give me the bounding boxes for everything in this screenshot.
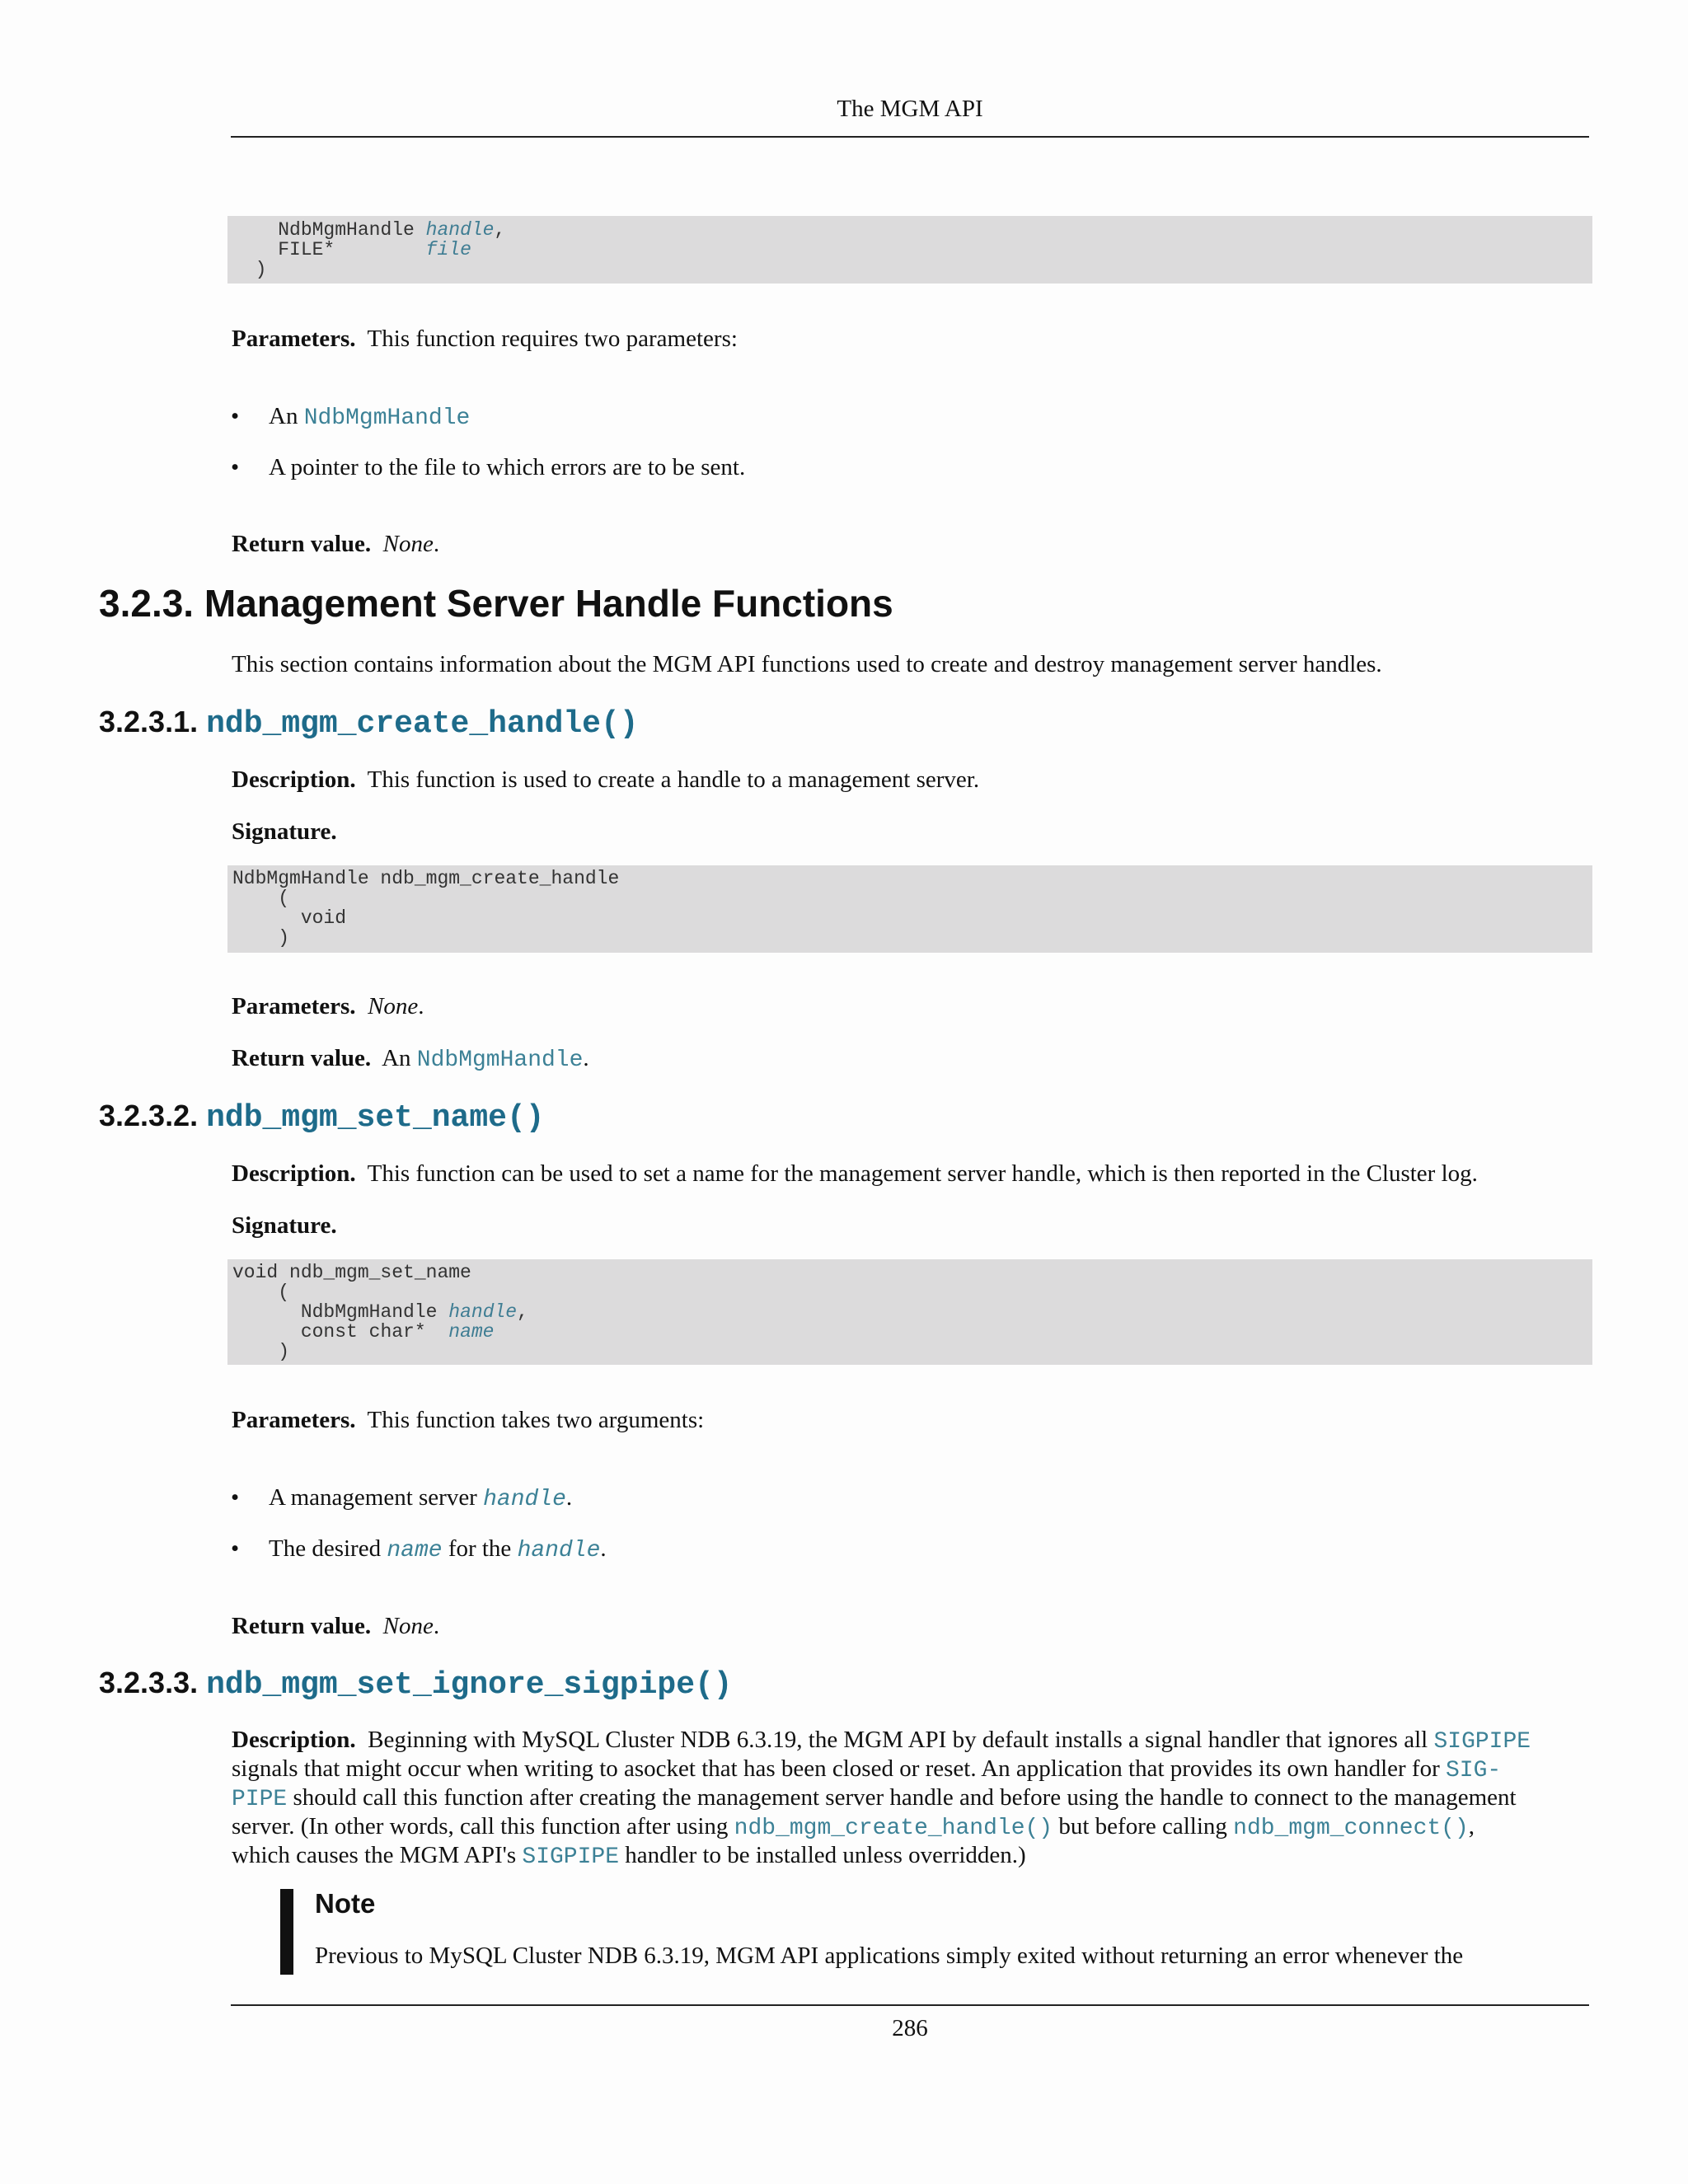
parameters-paragraph xyxy=(232,992,424,1020)
description-text: but before calling xyxy=(1058,1813,1227,1840)
signature-label-text: Signature. xyxy=(232,1212,337,1239)
section-intro: This section contains information about the MGM API functions used to create and destroy management server handles. xyxy=(232,651,1382,677)
description-text: This function can be used to set a name for the management server handle, which is then reported in the Cluster log. xyxy=(367,1160,1478,1187)
code-paren: ) xyxy=(278,927,290,949)
punct: . xyxy=(565,1484,573,1511)
note-text: Previous to MySQL Cluster NDB 6.3.19, MGM API applications simply exited without returning an error whenever the xyxy=(315,1943,1464,1969)
punct: . xyxy=(600,1535,607,1562)
bullet-text: A management server xyxy=(269,1484,477,1511)
code-type: const char* xyxy=(300,1321,426,1343)
return-label: Return value. xyxy=(232,531,372,557)
signature-label-text: Signature. xyxy=(232,818,337,845)
parameters-paragraph xyxy=(232,1406,704,1434)
description-text: Beginning with MySQL Cluster NDB 6.3.19, the MGM API by default installs a signal handler that ignores all xyxy=(368,1727,1428,1753)
bullet-text: A pointer to the file to which errors are to be sent. xyxy=(269,454,746,480)
function-name-link[interactable]: ndb_mgm_create_handle() xyxy=(206,706,639,742)
parameters-value: None xyxy=(368,993,419,1019)
description-label: Description. xyxy=(232,1160,356,1187)
code-line: void ndb_mgm_set_name xyxy=(232,1262,471,1283)
signature-label xyxy=(232,1212,337,1240)
footer-rule xyxy=(231,2004,1589,2006)
code-paren: ) xyxy=(278,1341,290,1362)
bullet-dot: • xyxy=(231,454,240,480)
return-label: Return value. xyxy=(232,1045,372,1071)
return-value: None xyxy=(382,531,434,557)
code-paren: ) xyxy=(255,259,267,280)
code-paren: ( xyxy=(278,888,290,909)
parameters-text: This function requires two parameters: xyxy=(367,326,738,352)
sigpipe-link[interactable]: SIG- xyxy=(1446,1758,1502,1783)
function-name-link[interactable]: ndb_mgm_set_name() xyxy=(206,1100,545,1136)
bullet-dot: • xyxy=(231,403,240,429)
punct: . xyxy=(433,1613,440,1639)
bullet-text: An xyxy=(269,403,298,429)
page-number: 286 xyxy=(892,2015,928,2041)
return-value-paragraph xyxy=(232,530,439,558)
description-paragraph xyxy=(232,1160,1478,1188)
note-bar xyxy=(280,1889,293,1975)
bullet-text: for the xyxy=(448,1535,512,1562)
section-heading-3-2-3-2 xyxy=(99,1097,545,1137)
return-prefix: An xyxy=(382,1045,411,1071)
bullet-dot: • xyxy=(231,1484,240,1511)
section-heading-3-2-3-1 xyxy=(99,703,639,743)
description-paragraph xyxy=(232,1727,1592,1871)
description-paragraph xyxy=(232,766,979,794)
note-title: Note xyxy=(315,1888,376,1919)
ndbmgmhandle-link[interactable]: NdbMgmHandle xyxy=(303,405,471,431)
header-rule xyxy=(231,136,1589,138)
signature-label xyxy=(232,818,337,846)
code-type: NdbMgmHandle xyxy=(300,1301,438,1323)
parameters-paragraph xyxy=(232,325,738,353)
return-value: None xyxy=(382,1613,434,1639)
bullet-dot: • xyxy=(231,1535,240,1562)
code-paren: ( xyxy=(278,1282,290,1303)
code-block-top xyxy=(227,216,1592,284)
section-number: 3.2.3.2. xyxy=(99,1099,199,1132)
code-param: name xyxy=(448,1321,495,1343)
handle-link[interactable]: handle xyxy=(483,1487,566,1512)
handle-link[interactable]: handle xyxy=(517,1538,601,1563)
description-text: which causes the MGM API's xyxy=(232,1842,517,1868)
code-punct: , xyxy=(494,219,506,241)
punct: . xyxy=(418,993,424,1019)
code-type: NdbMgmHandle xyxy=(278,219,415,241)
parameters-text: This function takes two arguments: xyxy=(367,1407,705,1433)
code-param: handle xyxy=(425,219,495,241)
return-label: Return value. xyxy=(232,1613,372,1639)
sigpipe-link[interactable]: SIGPIPE xyxy=(522,1844,620,1870)
description-text: This function is used to create a handle to a management server. xyxy=(367,766,980,793)
description-label: Description. xyxy=(232,1727,356,1753)
return-value-paragraph xyxy=(232,1612,439,1640)
code-punct: , xyxy=(517,1301,528,1323)
return-value-paragraph xyxy=(232,1044,589,1075)
code-line: NdbMgmHandle ndb_mgm_create_handle xyxy=(232,868,620,889)
ndbmgmhandle-link[interactable]: NdbMgmHandle xyxy=(416,1047,584,1073)
description-text: should call this function after creating the management server handle and before using the handle to connect to the management xyxy=(293,1784,1517,1811)
section-heading-3-2-3: 3.2.3. Management Server Handle Functions xyxy=(99,582,893,625)
description-text: server. (In other words, call this function after using xyxy=(232,1813,729,1840)
code-block-set-name xyxy=(227,1259,1592,1365)
ndb-mgm-create-handle-link[interactable]: ndb_mgm_create_handle() xyxy=(734,1816,1053,1841)
sigpipe-link[interactable]: PIPE xyxy=(232,1787,288,1812)
description-text: signals that might occur when writing to asocket that has been closed or reset. An application that provides its own handler for xyxy=(232,1755,1440,1782)
section-number: 3.2.3.3. xyxy=(99,1666,199,1699)
parameters-label: Parameters. xyxy=(232,326,356,352)
punct: . xyxy=(583,1045,589,1071)
section-number: 3.2.3.1. xyxy=(99,705,199,738)
function-name-link[interactable]: ndb_mgm_set_ignore_sigpipe() xyxy=(206,1667,733,1703)
punct: , xyxy=(1468,1813,1475,1840)
name-link[interactable]: name xyxy=(387,1538,443,1563)
section-heading-3-2-3-3 xyxy=(99,1664,733,1704)
page-header: The MGM API xyxy=(837,96,983,122)
code-param: handle xyxy=(448,1301,518,1323)
bullet-text: The desired xyxy=(269,1535,382,1562)
punct: . xyxy=(433,531,440,557)
code-param: file xyxy=(425,239,471,260)
code-type: void xyxy=(300,907,347,929)
code-type: FILE* xyxy=(278,239,335,260)
description-text: handler to be installed unless overridden.) xyxy=(625,1842,1026,1868)
sigpipe-link[interactable]: SIGPIPE xyxy=(1433,1729,1531,1755)
ndb-mgm-connect-link[interactable]: ndb_mgm_connect() xyxy=(1233,1816,1469,1841)
description-label: Description. xyxy=(232,766,356,793)
code-block-create-handle xyxy=(227,865,1592,953)
parameters-label: Parameters. xyxy=(232,1407,356,1433)
parameters-label: Parameters. xyxy=(232,993,356,1019)
